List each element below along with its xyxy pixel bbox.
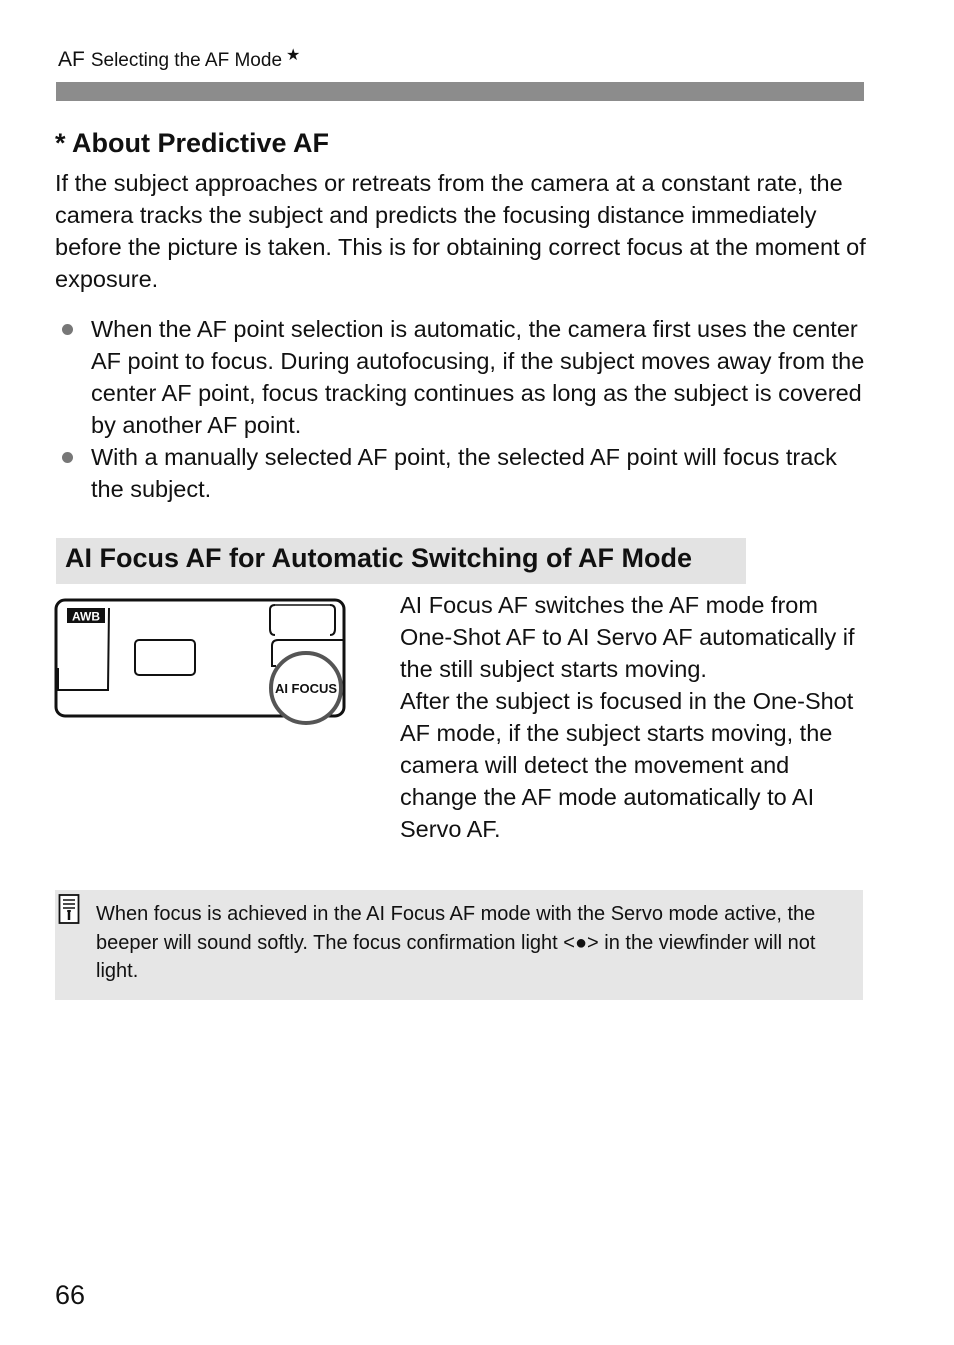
predictive-af-heading: * About Predictive AF [55, 128, 330, 158]
bullet-icon [62, 324, 73, 335]
bullet-text: When the AF point selection is automatic, the camera first uses the center AF point to focus. During autofocusing, if the subject moves away from the center AF point, focus tracking continues as long as the subject is covered by another AF point. [91, 316, 865, 438]
bullet-text: With a manually selected AF point, the selected AF point will focus track the subject. [91, 444, 837, 502]
header-title: Selecting the AF Mode [90, 50, 283, 71]
running-header [58, 48, 300, 72]
note-icon [58, 893, 80, 925]
awb-label: AWB [72, 609, 100, 624]
ai-focus-description [400, 589, 870, 845]
note-text: When focus is achieved in the AI Focus AF mode with the Servo mode active, the beeper will sound softly. The focus confirmation light <●> in the viewfinder will not light. [96, 903, 816, 982]
list-item [55, 313, 867, 441]
af-symbol: AF [58, 48, 85, 71]
header-bar [56, 82, 864, 101]
star-icon: ★ [286, 47, 301, 64]
list-item [55, 441, 867, 505]
ai-focus-description-1: AI Focus AF switches the AF mode from One-Shot AF to AI Servo AF automatically if the still subject starts moving. [400, 592, 855, 682]
ai-focus-heading: AI Focus AF for Automatic Switching of AF Mode [65, 543, 692, 573]
bullet-icon [62, 452, 73, 463]
lcd-panel-illustration [54, 596, 350, 728]
ai-focus-description-2: After the subject is focused in the One-Shot AF mode, if the subject starts moving, the camera will detect the movement and change the AF mode automatically to AI Servo AF. [400, 688, 854, 842]
predictive-af-bullets [55, 313, 867, 505]
predictive-af-paragraph: If the subject approaches or retreats from the camera at a constant rate, the camera tracks the subject and predicts the focusing distance immediately before the picture is taken. This is for obtaining correct focus at the moment of exposure. [55, 170, 866, 292]
ai-focus-lcd-label: AI FOCUS [274, 681, 338, 696]
page-number: 66 [55, 1280, 86, 1310]
